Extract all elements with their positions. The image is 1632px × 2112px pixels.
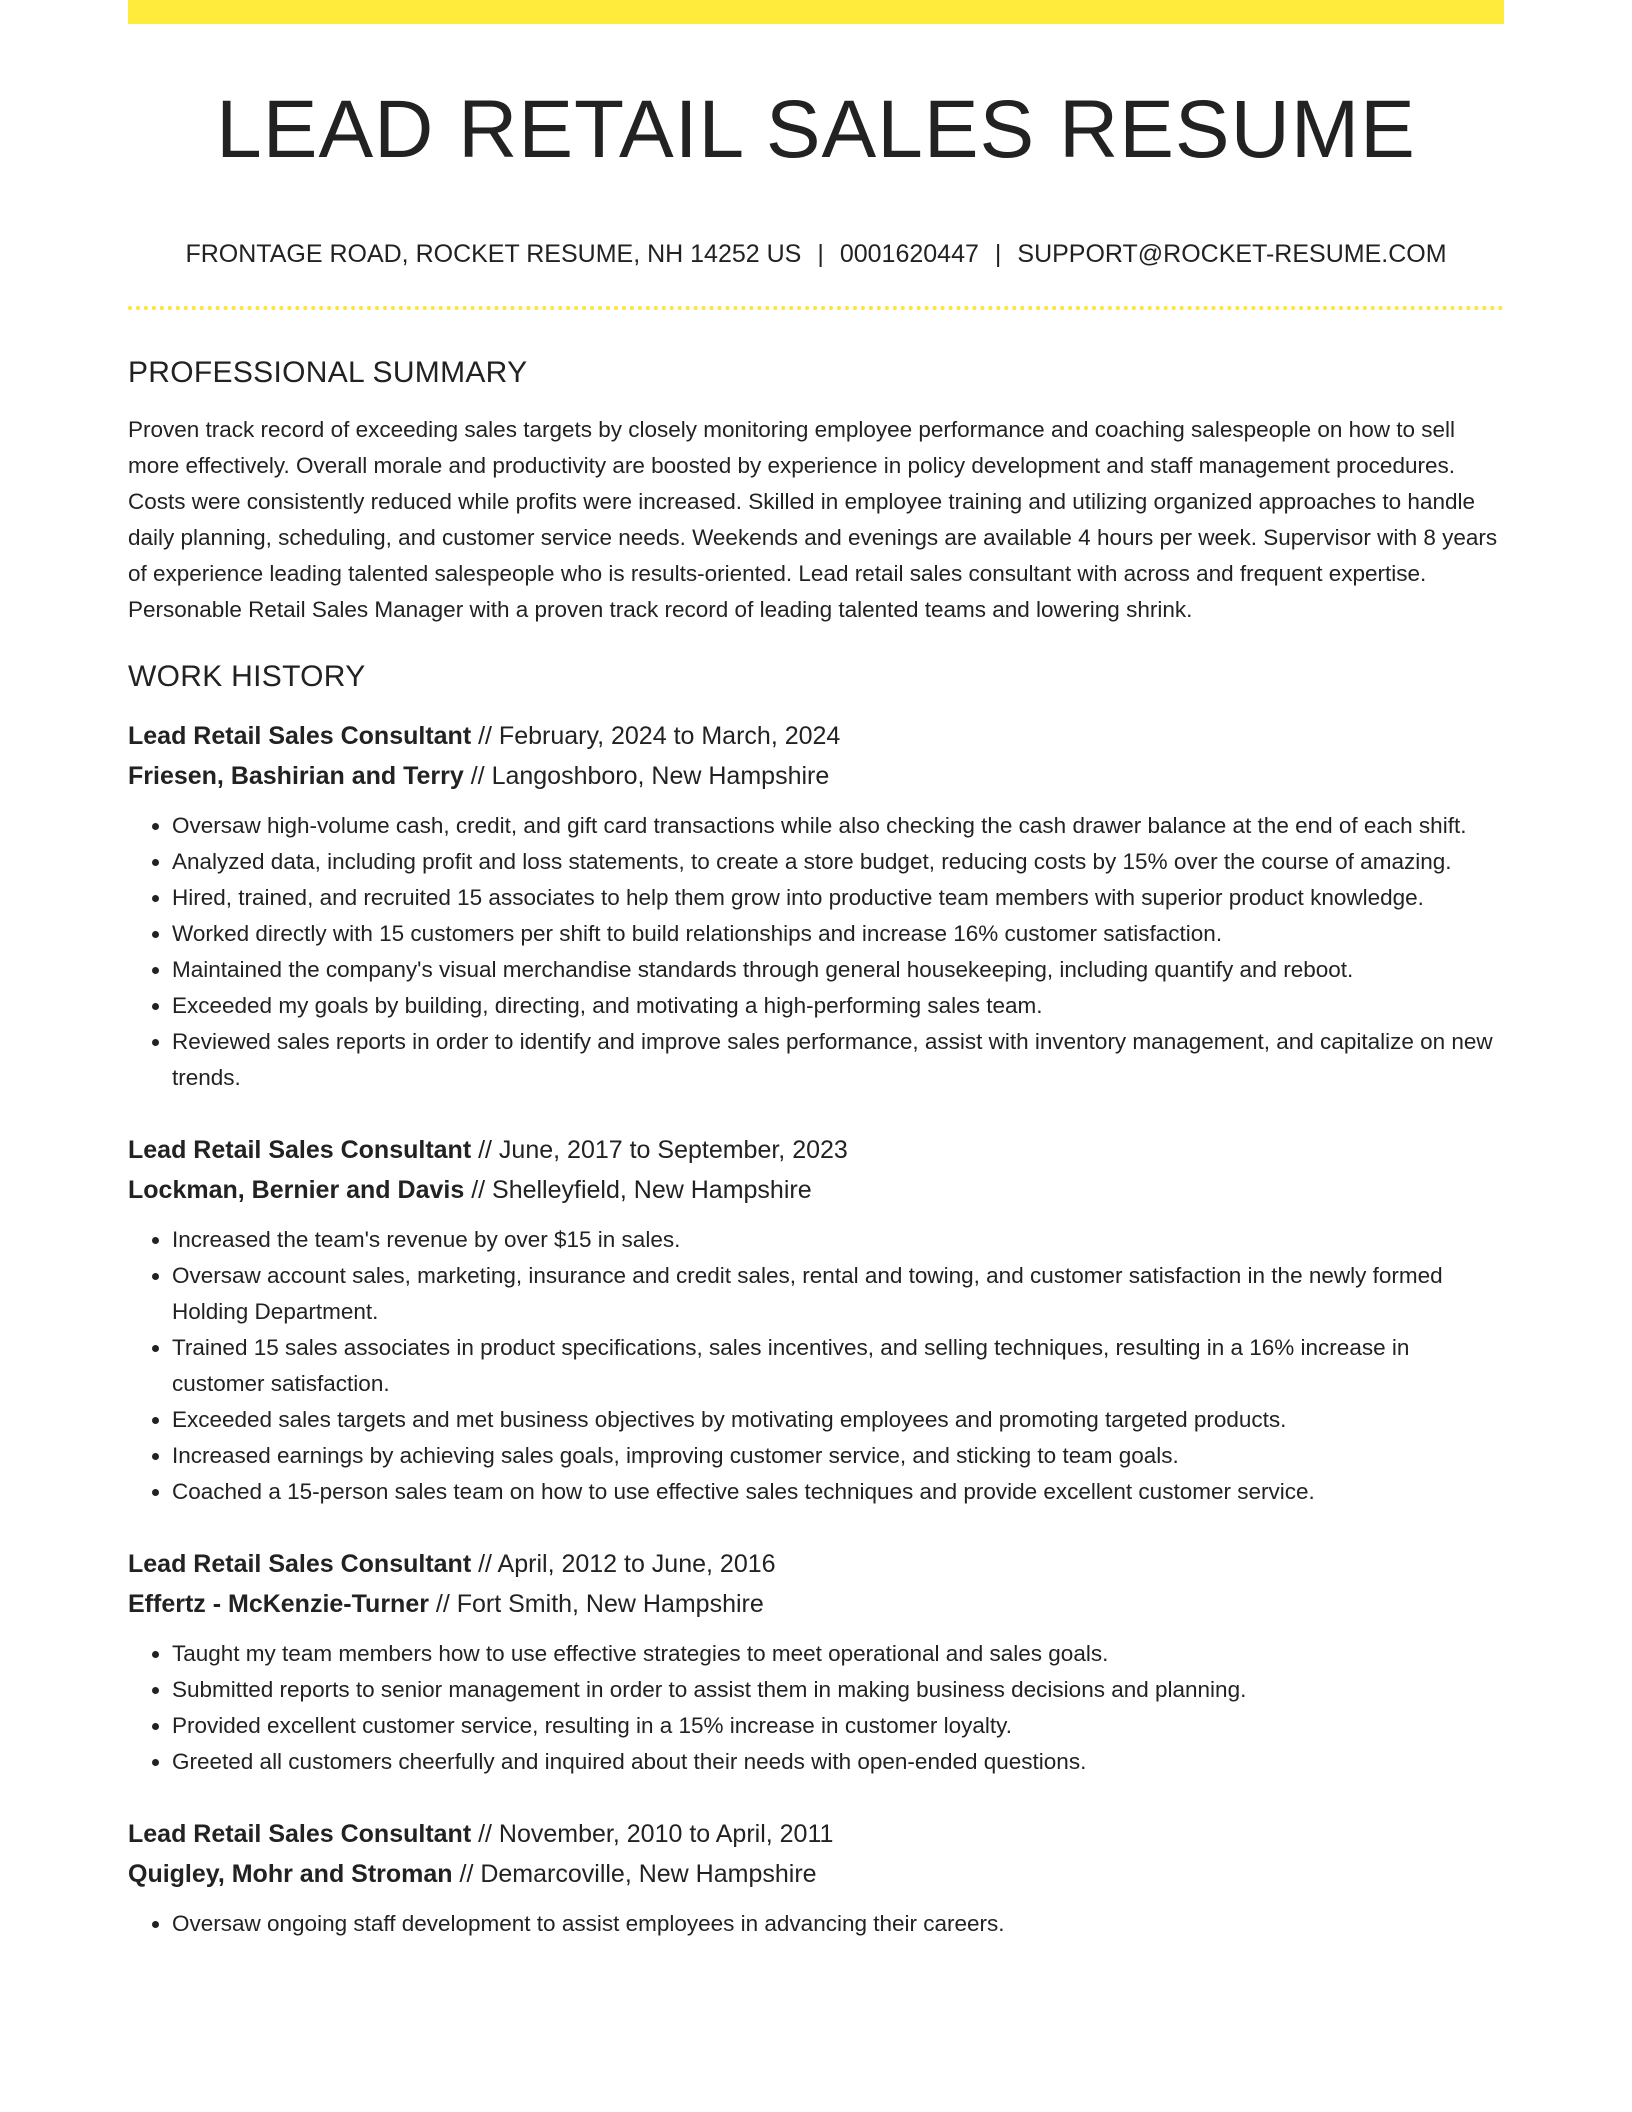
- job-location: // Shelleyfield, New Hampshire: [471, 1176, 812, 1204]
- job-title: Lead Retail Sales Consultant: [128, 1820, 472, 1848]
- job-bullet: • Hired, trained, and recruited 15 associates to help them grow into productive team members with superior product knowledge.: [172, 880, 1504, 916]
- job-company: Friesen, Bashirian and Terry: [128, 762, 464, 790]
- job-title-line: [128, 1814, 1504, 1854]
- job-company-line: [128, 1170, 1504, 1210]
- job-location: // Demarcoville, New Hampshire: [459, 1860, 817, 1888]
- dotted-divider: [128, 306, 1504, 310]
- job-bullet-list: [128, 1906, 1504, 1942]
- contact-phone: 0001620447: [839, 240, 979, 268]
- job-location: // Fort Smith, New Hampshire: [435, 1590, 764, 1618]
- summary-text: Proven track record of exceeding sales targets by closely monitoring employee performance and coaching salespeople on how to sell more effectively. Overall morale and productivity are boosted by experience in policy development and staff management procedures. Costs were consistently reduced while profits were increased. Skilled in employee training and utilizing organized approaches to handle daily planning, scheduling, and customer service needs. Weekends and evenings are available 4 hours per week. Supervisor with 8 years of experience leading talented salespeople who is results-oriented. Lead retail sales consultant with across and frequent expertise. Personable Retail Sales Manager with a proven track record of leading talented teams and lowering shrink.: [128, 417, 1498, 622]
- contact-email: SUPPORT@ROCKET-RESUME.COM: [1017, 240, 1447, 268]
- job-bullet: • Oversaw account sales, marketing, insurance and credit sales, rental and towing, and customer satisfaction in the newly formed Holding Department.: [172, 1258, 1504, 1330]
- job-title: Lead Retail Sales Consultant: [128, 722, 472, 750]
- job-title-line: [128, 716, 1504, 756]
- job-bullet: • Reviewed sales reports in order to identify and improve sales performance, assist with inventory management, and capitalize on new trends.: [172, 1024, 1504, 1096]
- job-location: // Langoshboro, New Hampshire: [470, 762, 830, 790]
- job-entry: [128, 716, 1504, 1096]
- job-dates: // February, 2024 to March, 2024: [478, 722, 841, 750]
- resume-content: [128, 352, 1504, 1976]
- job-bullet: • Analyzed data, including profit and loss statements, to create a store budget, reducing costs by 15% over the course of amazing.: [172, 844, 1504, 880]
- job-entry: [128, 1130, 1504, 1510]
- job-bullet: • Greeted all customers cheerfully and inquired about their needs with open-ended questions.: [172, 1744, 1504, 1780]
- job-bullet: • Provided excellent customer service, resulting in a 15% increase in customer loyalty.: [172, 1708, 1504, 1744]
- job-bullet: • Oversaw ongoing staff development to assist employees in advancing their careers.: [172, 1906, 1504, 1942]
- job-bullet-list: [128, 808, 1504, 1096]
- accent-top-bar: [128, 0, 1504, 24]
- job-bullet: • Increased the team's revenue by over $15 in sales.: [172, 1222, 1504, 1258]
- summary-heading: PROFESSIONAL SUMMARY: [128, 356, 528, 389]
- job-bullet: • Exceeded sales targets and met business objectives by motivating employees and promoting targeted products.: [172, 1402, 1504, 1438]
- job-dates: // April, 2012 to June, 2016: [478, 1550, 776, 1578]
- job-dates: // November, 2010 to April, 2011: [478, 1820, 834, 1848]
- job-bullet: • Exceeded my goals by building, directing, and motivating a high-performing sales team.: [172, 988, 1504, 1024]
- job-bullet: • Increased earnings by achieving sales goals, improving customer service, and sticking to team goals.: [172, 1438, 1504, 1474]
- job-title-line: [128, 1130, 1504, 1170]
- job-bullet-list: [128, 1636, 1504, 1780]
- job-company: Lockman, Bernier and Davis: [128, 1176, 465, 1204]
- job-bullet-list: [128, 1222, 1504, 1510]
- job-company-line: [128, 1584, 1504, 1624]
- contact-address: FRONTAGE ROAD, ROCKET RESUME, NH 14252 US: [185, 240, 802, 268]
- job-company: Effertz - McKenzie-Turner: [128, 1590, 429, 1618]
- job-bullet: • Coached a 15-person sales team on how to use effective sales techniques and provide excellent customer service.: [172, 1474, 1504, 1510]
- job-bullet: • Submitted reports to senior management in order to assist them in making business decisions and planning.: [172, 1672, 1504, 1708]
- job-entry: [128, 1814, 1504, 1942]
- job-company-line: [128, 1854, 1504, 1894]
- job-bullet: • Maintained the company's visual merchandise standards through general housekeeping, including quantify and reboot.: [172, 952, 1504, 988]
- job-bullet: • Trained 15 sales associates in product specifications, sales incentives, and selling techniques, resulting in a 16% increase in customer satisfaction.: [172, 1330, 1504, 1402]
- job-title: Lead Retail Sales Consultant: [128, 1136, 472, 1164]
- work-history-heading: WORK HISTORY: [128, 660, 366, 693]
- job-title: Lead Retail Sales Consultant: [128, 1550, 472, 1578]
- job-company: Quigley, Mohr and Stroman: [128, 1860, 453, 1888]
- contact-separator: |: [817, 240, 824, 268]
- job-bullet: • Oversaw high-volume cash, credit, and gift card transactions while also checking the cash drawer balance at the end of each shift.: [172, 808, 1504, 844]
- job-company-line: [128, 756, 1504, 796]
- contact-line: [128, 236, 1504, 272]
- job-dates: // June, 2017 to September, 2023: [478, 1136, 848, 1164]
- job-title-line: [128, 1544, 1504, 1584]
- contact-separator: |: [994, 240, 1002, 268]
- job-bullet: • Worked directly with 15 customers per shift to build relationships and increase 16% customer satisfaction.: [172, 916, 1504, 952]
- job-bullet: • Taught my team members how to use effective strategies to meet operational and sales goals.: [172, 1636, 1504, 1672]
- job-entry: [128, 1544, 1504, 1780]
- resume-title: LEAD RETAIL SALES RESUME: [216, 84, 1416, 175]
